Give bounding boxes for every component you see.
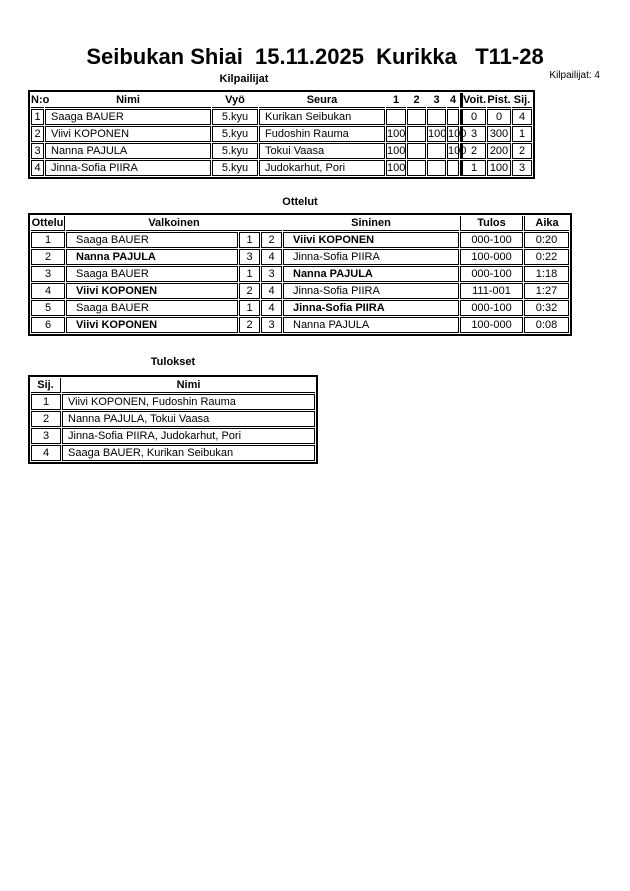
match-no: 1 <box>31 232 65 248</box>
result-vs-2 <box>407 143 426 159</box>
competitor-place: 3 <box>512 160 532 176</box>
competitor-club: Kurikan Seibukan <box>259 109 385 125</box>
competitor-no: 2 <box>31 126 44 142</box>
col-header-2: 2 <box>407 93 426 108</box>
white-player-no: 2 <box>239 317 260 333</box>
match-row <box>31 232 569 248</box>
match-no: 2 <box>31 249 65 265</box>
competitor-club: Tokui Vaasa <box>259 143 385 159</box>
competitor-wins: 0 <box>460 109 486 125</box>
blue-player-no: 4 <box>261 283 282 299</box>
competitor-points: 300 <box>487 126 511 142</box>
competitor-wins: 1 <box>460 160 486 176</box>
match-row <box>31 283 569 299</box>
result-vs-4 <box>447 109 459 125</box>
competitor-belt: 5.kyu <box>212 109 258 125</box>
result-place: 1 <box>31 394 61 410</box>
page-title: Seibukan Shiai 15.11.2025 Kurikka T11-28 <box>86 44 544 69</box>
result-vs-4: 100 <box>448 128 467 140</box>
match-score: 111-001 <box>460 283 523 299</box>
result-name: Jinna-Sofia PIIRA, Judokarhut, Pori <box>62 428 315 444</box>
match-row <box>31 266 569 282</box>
col-header-white: Valkoinen <box>66 216 282 231</box>
result-vs-1: 100 <box>387 145 406 157</box>
match-no: 5 <box>31 300 65 316</box>
col-header-4: 4 <box>447 93 459 108</box>
result-vs-4: 100 <box>448 145 467 157</box>
result-name: Nanna PAJULA, Tokui Vaasa <box>62 411 315 427</box>
competitor-belt: 5.kyu <box>212 160 258 176</box>
results-table <box>28 375 318 464</box>
results-header-row <box>31 378 315 393</box>
match-no: 4 <box>31 283 65 299</box>
competitor-points: 200 <box>487 143 511 159</box>
competitor-name: Saaga BAUER <box>45 109 211 125</box>
col-header-place: Sij. <box>31 378 61 393</box>
result-place: 4 <box>31 445 61 461</box>
white-player-no: 1 <box>239 266 260 282</box>
competitor-wins: 3 <box>460 126 486 142</box>
competitor-no: 4 <box>31 160 44 176</box>
col-header-score: Tulos <box>460 216 523 231</box>
blue-player-name: Nanna PAJULA <box>283 266 459 282</box>
result-row <box>31 394 315 410</box>
competitor-name: Viivi KOPONEN <box>45 126 211 142</box>
match-score: 100-000 <box>460 249 523 265</box>
blue-player-name: Viivi KOPONEN <box>283 232 459 248</box>
blue-player-no: 4 <box>261 300 282 316</box>
white-player-no: 2 <box>239 283 260 299</box>
competitor-points: 0 <box>487 109 511 125</box>
white-player-name: Saaga BAUER <box>66 232 238 248</box>
col-header-1: 1 <box>386 93 406 108</box>
white-player-name: Saaga BAUER <box>66 300 238 316</box>
result-name: Saaga BAUER, Kurikan Seibukan <box>62 445 315 461</box>
match-time: 0:08 <box>524 317 569 333</box>
result-vs-3 <box>427 160 446 176</box>
match-time: 0:20 <box>524 232 569 248</box>
blue-player-name: Jinna-Sofia PIIRA <box>283 249 459 265</box>
result-name: Viivi KOPONEN, Fudoshin Rauma <box>62 394 315 410</box>
white-player-no: 1 <box>239 232 260 248</box>
result-row <box>31 445 315 461</box>
result-row <box>31 411 315 427</box>
competitor-wins: 2 <box>460 143 486 159</box>
result-place: 3 <box>31 428 61 444</box>
competitor-points: 100 <box>487 160 511 176</box>
col-header-points: Pist. <box>487 94 511 106</box>
result-row <box>31 428 315 444</box>
col-header-time: Aika <box>524 216 569 231</box>
matches-table <box>28 213 572 336</box>
result-vs-3 <box>427 109 446 125</box>
result-vs-1 <box>386 109 406 125</box>
white-player-name: Nanna PAJULA <box>66 249 238 265</box>
col-header-blue: Sininen <box>283 216 459 231</box>
col-header-name: Nimi <box>45 93 211 108</box>
match-row <box>31 249 569 265</box>
competitors-section-title: Kilpailijat <box>219 73 269 85</box>
result-vs-3 <box>427 143 446 159</box>
competitors-header-row <box>31 93 532 108</box>
blue-player-name: Jinna-Sofia PIIRA <box>283 300 459 316</box>
blue-player-no: 3 <box>261 317 282 333</box>
col-header-place: Sij. <box>513 94 531 106</box>
blue-player-no: 3 <box>261 266 282 282</box>
col-header-name: Nimi <box>62 378 315 393</box>
competitor-club: Fudoshin Rauma <box>259 126 385 142</box>
result-vs-2 <box>407 126 426 142</box>
match-no: 6 <box>31 317 65 333</box>
competitor-no: 3 <box>31 143 44 159</box>
competitor-place: 4 <box>512 109 532 125</box>
blue-player-no: 2 <box>261 232 282 248</box>
match-score: 100-000 <box>460 317 523 333</box>
competitors-table <box>28 90 535 179</box>
competitor-name: Jinna-Sofia PIIRA <box>45 160 211 176</box>
result-vs-1: 100 <box>387 128 406 140</box>
blue-player-name: Jinna-Sofia PIIRA <box>283 283 459 299</box>
competitor-place: 2 <box>512 143 532 159</box>
white-player-no: 1 <box>239 300 260 316</box>
match-row <box>31 300 569 316</box>
blue-player-name: Nanna PAJULA <box>283 317 459 333</box>
result-vs-4 <box>447 160 459 176</box>
match-no: 3 <box>31 266 65 282</box>
match-time: 1:18 <box>524 266 569 282</box>
match-time: 0:22 <box>524 249 569 265</box>
match-score: 000-100 <box>460 232 523 248</box>
col-header-wins: Voit. <box>460 93 486 108</box>
match-score: 000-100 <box>460 300 523 316</box>
competitor-row <box>31 109 532 125</box>
result-place: 2 <box>31 411 61 427</box>
matches-section-title: Ottelut <box>282 196 318 208</box>
col-header-club: Seura <box>259 93 385 108</box>
competitor-place: 1 <box>512 126 532 142</box>
competitor-belt: 5.kyu <box>212 126 258 142</box>
match-row <box>31 317 569 333</box>
matches-header-row <box>31 216 569 231</box>
competitor-row <box>31 143 532 159</box>
blue-player-no: 4 <box>261 249 282 265</box>
result-vs-2 <box>407 109 426 125</box>
result-vs-2 <box>407 160 426 176</box>
col-header-no: N:o <box>31 94 50 106</box>
results-section-title: Tulokset <box>150 356 196 368</box>
white-player-no: 3 <box>239 249 260 265</box>
col-header-match: Ottelu <box>31 217 64 229</box>
match-time: 0:32 <box>524 300 569 316</box>
competitor-row <box>31 160 532 176</box>
white-player-name: Saaga BAUER <box>66 266 238 282</box>
white-player-name: Viivi KOPONEN <box>66 283 238 299</box>
competitor-name: Nanna PAJULA <box>45 143 211 159</box>
col-header-belt: Vyö <box>212 93 258 108</box>
competitor-club: Judokarhut, Pori <box>259 160 385 176</box>
competitor-no: 1 <box>31 109 44 125</box>
match-score: 000-100 <box>460 266 523 282</box>
col-header-3: 3 <box>427 93 446 108</box>
match-time: 1:27 <box>524 283 569 299</box>
white-player-name: Viivi KOPONEN <box>66 317 238 333</box>
competitor-count-label: Kilpailijat: 4 <box>549 70 600 81</box>
competitor-row <box>31 126 532 142</box>
result-vs-1: 100 <box>387 162 406 174</box>
result-vs-3: 100 <box>428 128 447 140</box>
competitor-belt: 5.kyu <box>212 143 258 159</box>
